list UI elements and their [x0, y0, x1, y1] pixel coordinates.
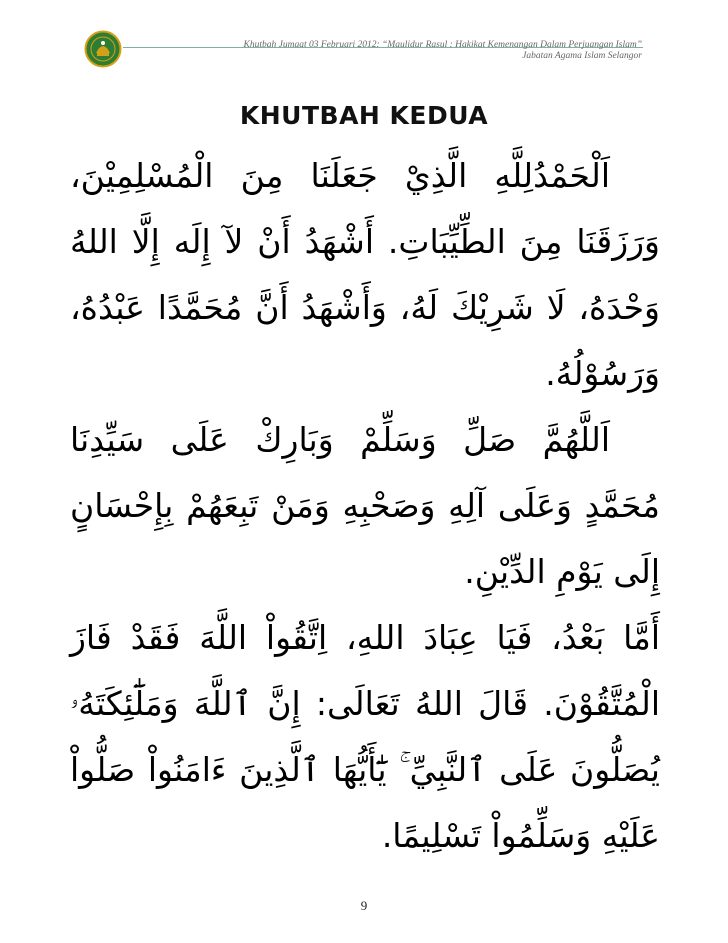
page-number: 9: [360, 898, 368, 913]
section-title: KHUTBAH KEDUA: [239, 101, 489, 130]
paragraph-praise: اَلْحَمْدُلِلَّهِ الَّذِيْ جَعَلَنَا مِنَ الْمُسْلِمِيْنَ، وَرَزَقَنَا مِنَ الطِّيِّبَاتِ. أَشْهَدُ أَنْ لآ إِلَه إِلَّا اللهُ وَحْدَهُ، لَا شَرِيْكَ لَهُ، وَأَشْهَدُ أَنَّ مُحَمَّدًا عَبْدُهُ، وَرَسُوْلُهُ.: [70, 156, 660, 393]
paragraph-salawat: اَللَّهُمَّ صَلِّ وَسَلِّمْ وَبَارِكْ عَلَى سَيِّدِنَا مُحَمَّدٍ وَعَلَى آلِهِ وَصَحْبِهِ وَمَنْ تَبِعَهُمْ بِإِحْسَانٍ إِلَى يَوْمِ الدِّيْنِ.: [70, 420, 660, 591]
arabic-body: [70, 143, 660, 855]
header-department: Jabatan Agama Islam Selangor: [522, 51, 642, 61]
jais-crest-icon: [84, 30, 122, 68]
header-khutbah-title: Khutbah Jumaat 03 Februari 2012: “Maulidur Rasul : Hakikat Kemenangan Dalam Perjuangan Islam”: [243, 40, 642, 50]
page-header: [0, 0, 728, 80]
header-caption: [162, 40, 642, 62]
paragraph-exhortation: أَمَّا بَعْدُ، فَيَا عِبَادَ اللهِ، اِتَّقُواْ اللَّهَ فَقَدْ فَازَ الْمُتَّقُوْنَ. قَالَ اللهُ تَعَالَى: إِنَّ ٱللَّهَ وَمَلَٰٓئِكَتَهُۥ يُصَلُّونَ عَلَى ٱلنَّبِيِّ ۚ يَٰٓأَيُّهَا ٱلَّذِينَ ءَامَنُواْ صَلُّواْ عَلَيْهِ وَسَلِّمُواْ تَسْلِيمًا.: [70, 618, 660, 855]
